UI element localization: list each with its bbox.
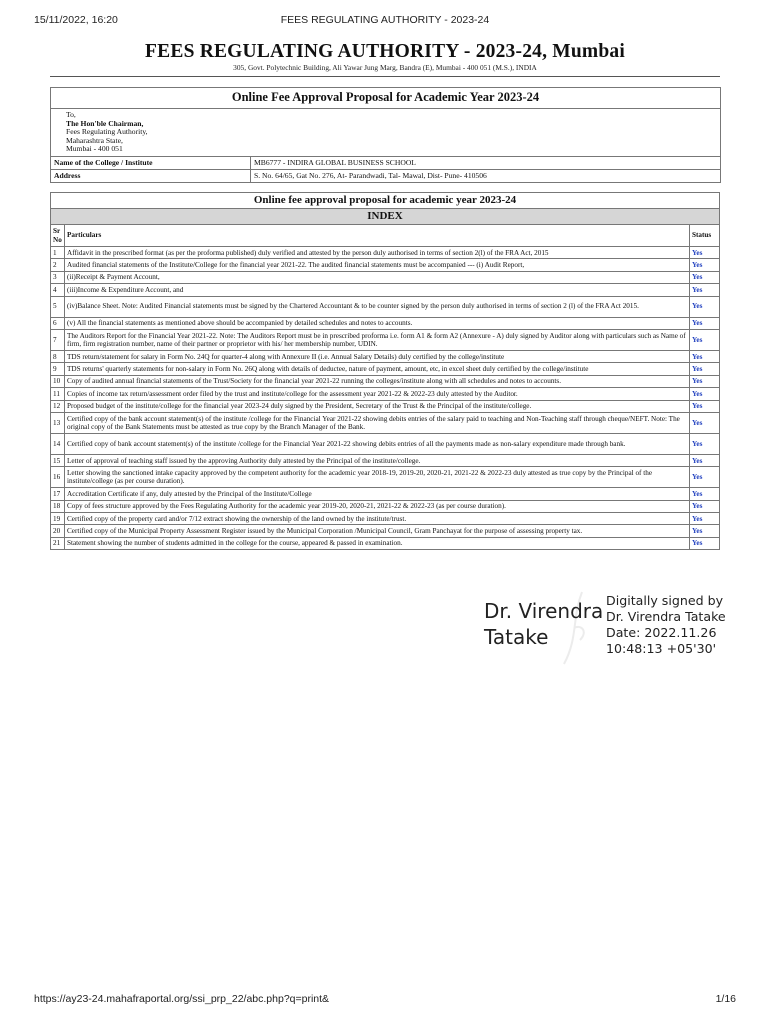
- row-particulars: Copies of income tax return/assessment order filed by the trust and institute/college for the assessment year 2021-22 & 2022-23 duly attested by the Auditor.: [65, 388, 690, 400]
- row-number: 7: [51, 329, 65, 350]
- row-status: Yes: [690, 488, 720, 500]
- row-particulars: Letter showing the sanctioned intake capacity approved by the competent authority for the academic year 2018-19, 2019-20, 2020-21, 2021-22 & 2022-23 duly attested as true copy by the Principal of the institute/college (as per course duration).: [65, 467, 690, 488]
- row-status: Yes: [690, 500, 720, 512]
- signature-detail-line: Dr. Virendra Tatake: [606, 609, 726, 624]
- row-status: Yes: [690, 350, 720, 362]
- row-status: Yes: [690, 329, 720, 350]
- row-status: Yes: [690, 271, 720, 283]
- print-page-title: FEES REGULATING AUTHORITY - 2023-24: [280, 14, 490, 26]
- row-number: 21: [51, 537, 65, 549]
- field-value: MB6777 - INDIRA GLOBAL BUSINESS SCHOOL: [251, 156, 721, 169]
- table-row: [51, 525, 720, 537]
- recipient-line: The Hon'ble Chairman,: [66, 118, 144, 128]
- table-row: [51, 400, 720, 412]
- index-title-row: [51, 193, 720, 209]
- print-footer: [34, 993, 736, 1007]
- table-row: [51, 296, 720, 317]
- index-body: [51, 247, 720, 550]
- row-number: 10: [51, 375, 65, 387]
- index-section: [50, 192, 720, 550]
- recipient-address: [51, 109, 720, 156]
- row-status: Yes: [690, 317, 720, 329]
- row-particulars: TDS return/statement for salary in Form No. 24Q for quarter-4 along with Annexure II (i.e. Annual Salary Details) duly certified by the college/institute: [65, 350, 690, 362]
- row-number: 8: [51, 350, 65, 362]
- row-particulars: Copy of audited annual financial statements of the Trust/Society for the financial year 2021-22 running the colleges/institute along with all schedules and notes to accounts.: [65, 375, 690, 387]
- table-row: [51, 500, 720, 512]
- row-particulars: Accreditation Certificate if any, duly attested by the Principal of the Institute/College: [65, 488, 690, 500]
- table-row: [51, 513, 720, 525]
- table-row: [51, 350, 720, 362]
- recipient-line: To,: [66, 110, 76, 119]
- row-particulars: Certified copy of the Municipal Property Assessment Register issued by the Municipal Corporation /Municipal Council, Gram Panchayat for the purpose of assessing property tax.: [65, 525, 690, 537]
- row-number: 18: [51, 500, 65, 512]
- row-status: Yes: [690, 375, 720, 387]
- row-number: 3: [51, 271, 65, 283]
- row-status: Yes: [690, 400, 720, 412]
- field-label: Name of the College / Institute: [51, 156, 251, 169]
- print-header: [34, 14, 736, 28]
- recipient-line: Mumbai - 400 051: [66, 144, 123, 154]
- row-status: Yes: [690, 525, 720, 537]
- index-subtitle: INDEX: [51, 209, 720, 225]
- row-status: Yes: [690, 412, 720, 433]
- digital-signature-details: [606, 593, 766, 657]
- table-row: [51, 454, 720, 466]
- row-particulars: Certified copy of bank account statement(s) of the institute /college for the Financial Year 2021-22 showing debits entries of all the payments made as non-salary expenditure made through bank.: [65, 433, 690, 454]
- signer-name-line: Tatake: [484, 625, 549, 649]
- column-header-status: Status: [690, 225, 720, 247]
- row-status: Yes: [690, 513, 720, 525]
- table-row: [51, 388, 720, 400]
- row-number: 2: [51, 259, 65, 271]
- print-timestamp: 15/11/2022, 16:20: [34, 14, 118, 26]
- institute-name-row: [51, 156, 720, 169]
- row-status: Yes: [690, 296, 720, 317]
- table-row: [51, 433, 720, 454]
- proposal-title: Online Fee Approval Proposal for Academic Year 2023-24: [51, 88, 720, 109]
- row-particulars: Copy of fees structure approved by the Fees Regulating Authority for the academic year 2019-20, 2020-21, 2021-22 & 2022-23 (as per course duration).: [65, 500, 690, 512]
- row-status: Yes: [690, 388, 720, 400]
- row-particulars: Proposed budget of the institute/college for the financial year 2023-24 duly signed by the President, Secretary of the Trust & the Principal of the institute/college.: [65, 400, 690, 412]
- row-particulars: Certified copy of the property card and/or 7/12 extract showing the ownership of the land owned by the institute/trust.: [65, 513, 690, 525]
- index-header-row: [51, 225, 720, 247]
- table-row: [51, 259, 720, 271]
- row-number: 9: [51, 363, 65, 375]
- index-subtitle-row: [51, 209, 720, 225]
- row-number: 20: [51, 525, 65, 537]
- column-header-particulars: Particulars: [65, 225, 690, 247]
- row-particulars: (iii)Income & Expenditure Account, and: [65, 284, 690, 296]
- signature-detail-line: Date: 2022.11.26: [606, 625, 717, 640]
- organization-address: 305, Govt. Polytechnic Building, Ali Yawar Jung Marg, Bandra (E), Mumbai - 400 051 (M.S.), INDIA: [233, 63, 537, 72]
- table-row: [51, 284, 720, 296]
- signature-detail-line: 10:48:13 +05'30': [606, 641, 717, 656]
- table-row: [51, 467, 720, 488]
- signer-name: [484, 598, 614, 650]
- row-particulars: (iv)Balance Sheet. Note: Audited Financial statements must be signed by the Chartered Accountant & to be counter signed by the person duly authorised in terms of section 2 (l) of the FRA Act 2015.: [65, 296, 690, 317]
- row-particulars: Certified copy of the bank account statement(s) of the institute /college for the Financial Year 2021-22 showing debits entries of the salary paid to teaching and Non-Teaching staff through cheque/NEFT. Note: The original copy of the Bank Statements must be attested as true copy by the Branch Manager of the Bank.: [65, 412, 690, 433]
- signer-name-line: Dr. Virendra: [484, 599, 604, 623]
- row-status: Yes: [690, 454, 720, 466]
- row-number: 15: [51, 454, 65, 466]
- signature-detail-line: Digitally signed by: [606, 593, 724, 608]
- row-number: 11: [51, 388, 65, 400]
- header-divider: [50, 76, 720, 77]
- row-number: 17: [51, 488, 65, 500]
- row-status: Yes: [690, 433, 720, 454]
- institute-info-table: [51, 156, 720, 182]
- index-title: Online fee approval proposal for academic year 2023-24: [51, 193, 720, 209]
- row-particulars: (ii)Receipt & Payment Account,: [65, 271, 690, 283]
- organization-title: FEES REGULATING AUTHORITY - 2023-24, Mumbai: [145, 41, 625, 62]
- recipient-line: Fees Regulating Authority,: [66, 127, 148, 137]
- row-number: 4: [51, 284, 65, 296]
- table-row: [51, 537, 720, 549]
- row-particulars: (v) All the financial statements as mentioned above should be accompanied by detailed schedules and notes to accounts.: [65, 317, 690, 329]
- table-row: [51, 317, 720, 329]
- row-number: 19: [51, 513, 65, 525]
- print-url: https://ay23-24.mahafraportal.org/ssi_prp_22/abc.php?q=print&: [34, 993, 330, 1005]
- row-status: Yes: [690, 363, 720, 375]
- row-particulars: Letter of approval of teaching staff issued by the approving Authority duly attested by the Principal of the institute/college.: [65, 454, 690, 466]
- proposal-box: [50, 87, 721, 183]
- row-number: 1: [51, 247, 65, 259]
- row-number: 5: [51, 296, 65, 317]
- row-number: 6: [51, 317, 65, 329]
- row-number: 12: [51, 400, 65, 412]
- table-row: [51, 247, 720, 259]
- row-status: Yes: [690, 284, 720, 296]
- row-particulars: The Auditors Report for the Financial Year 2021-22. Note: The Auditors Report must be in prescribed proforma i.e. form A1 & form A2 (Annexure - A) duly signed by Auditor along with particulars such as Name of firm, firm registration number, name of their partner or proprietor with his/ her membership number, UDIN.: [65, 329, 690, 350]
- row-particulars: Statement showing the number of students admitted in the college for the course, appeared & passed in examination.: [65, 537, 690, 549]
- row-number: 16: [51, 467, 65, 488]
- row-number: 13: [51, 412, 65, 433]
- column-header-sr: Sr No: [51, 225, 65, 247]
- table-row: [51, 329, 720, 350]
- field-label: Address: [51, 169, 251, 182]
- table-row: [51, 412, 720, 433]
- index-table: [50, 192, 720, 550]
- table-row: [51, 488, 720, 500]
- table-row: [51, 363, 720, 375]
- row-status: Yes: [690, 537, 720, 549]
- row-particulars: TDS returns' quarterly statements for non-salary in Form No. 26Q along with details of deductee, nature of payment, amount, etc, in excel sheet duly certified by the college/institute: [65, 363, 690, 375]
- table-row: [51, 375, 720, 387]
- row-particulars: Audited financial statements of the Institute/College for the financial year 2021-22. The audited financial statements must be accompanied --- (i) Audit Report,: [65, 259, 690, 271]
- field-value: S. No. 64/65, Gat No. 276, At- Parandwadi, Tal- Mawal, Dist- Pune- 410506: [251, 169, 721, 182]
- institute-address-row: [51, 169, 720, 182]
- recipient-line: Maharashtra State,: [66, 135, 123, 145]
- page-number: 1/16: [715, 993, 736, 1005]
- row-particulars: Affidavit in the prescribed format (as per the proforma published) duly verified and attested by the person duly authorised in terms of section 2(l) of the FRA Act, 2015: [65, 247, 690, 259]
- row-status: Yes: [690, 247, 720, 259]
- row-status: Yes: [690, 259, 720, 271]
- row-number: 14: [51, 433, 65, 454]
- table-row: [51, 271, 720, 283]
- row-status: Yes: [690, 467, 720, 488]
